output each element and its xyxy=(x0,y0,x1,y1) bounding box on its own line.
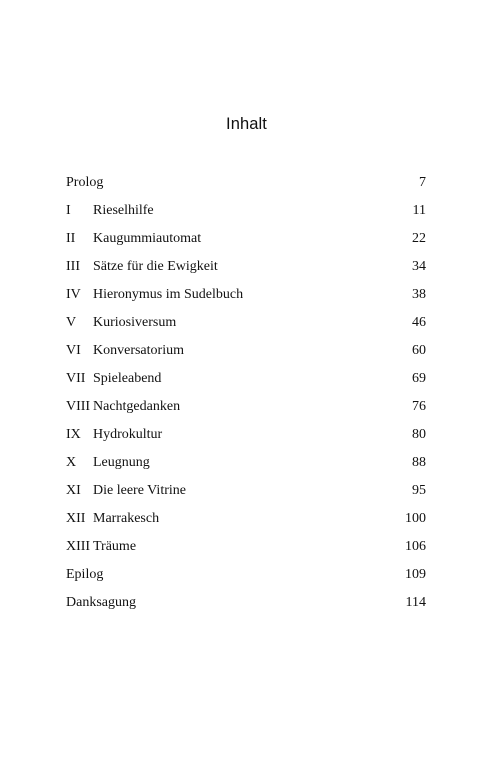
chapter-number: IX xyxy=(66,427,81,442)
chapter-number: VI xyxy=(66,343,81,358)
page-number: 100 xyxy=(405,511,426,526)
page-number: 34 xyxy=(412,259,426,274)
toc-row xyxy=(66,508,426,536)
page-number: 7 xyxy=(419,175,426,190)
toc-row xyxy=(66,564,426,592)
page-number: 69 xyxy=(412,371,426,386)
chapter-number: X xyxy=(66,455,77,470)
chapter-title: Hieronymus im Sudelbuch xyxy=(93,287,244,302)
toc-row xyxy=(66,200,426,228)
page-number: 11 xyxy=(412,203,426,218)
chapter-title: Kaugummiautomat xyxy=(93,231,202,246)
toc-row xyxy=(66,480,426,508)
chapter-number: XIII xyxy=(66,539,91,554)
toc-row xyxy=(66,256,426,284)
chapter-number: VIII xyxy=(66,399,91,414)
chapter-title: Danksagung xyxy=(66,595,136,610)
page-number: 38 xyxy=(412,287,426,302)
chapter-title: Kuriosiversum xyxy=(93,315,177,330)
chapter-number: III xyxy=(66,259,80,274)
chapter-number: IV xyxy=(66,287,81,302)
toc-row xyxy=(66,424,426,452)
toc-row xyxy=(66,228,426,256)
chapter-number: II xyxy=(66,231,76,246)
chapter-title: Marrakesch xyxy=(93,511,160,526)
page-number: 95 xyxy=(412,483,426,498)
chapter-number: XII xyxy=(66,511,86,526)
chapter-number: V xyxy=(66,315,77,330)
chapter-title: Sätze für die Ewigkeit xyxy=(93,259,218,274)
chapter-number: XI xyxy=(66,483,81,498)
chapter-title: Konversatorium xyxy=(93,343,184,358)
chapter-title: Träume xyxy=(93,539,137,554)
chapter-number: I xyxy=(66,203,71,218)
page-number: 88 xyxy=(412,455,426,470)
table-of-contents xyxy=(66,172,426,620)
chapter-title: Prolog xyxy=(66,175,104,190)
toc-row xyxy=(66,368,426,396)
chapter-title: Epilog xyxy=(66,567,104,582)
page-number: 106 xyxy=(405,539,426,554)
chapter-title: Nachtgedanken xyxy=(93,399,181,414)
toc-row xyxy=(66,172,426,200)
toc-row xyxy=(66,536,426,564)
chapter-title: Die leere Vitrine xyxy=(93,483,186,498)
toc-row xyxy=(66,284,426,312)
toc-row xyxy=(66,452,426,480)
page-number: 76 xyxy=(412,399,426,414)
chapter-title: Leugnung xyxy=(93,455,150,470)
chapter-title: Spieleabend xyxy=(93,371,162,386)
page-number: 114 xyxy=(405,595,426,610)
toc-row xyxy=(66,592,426,620)
page-number: 80 xyxy=(412,427,426,442)
chapter-title: Hydrokultur xyxy=(93,427,163,442)
toc-row xyxy=(66,396,426,424)
chapter-title: Rieselhilfe xyxy=(93,203,154,218)
page-number: 60 xyxy=(412,343,426,358)
page-number: 22 xyxy=(412,231,426,246)
chapter-number: VII xyxy=(66,371,86,386)
page-number: 46 xyxy=(412,315,426,330)
toc-row xyxy=(66,312,426,340)
page-number: 109 xyxy=(405,567,426,582)
toc-row xyxy=(66,340,426,368)
page-title: Inhalt xyxy=(226,115,267,133)
